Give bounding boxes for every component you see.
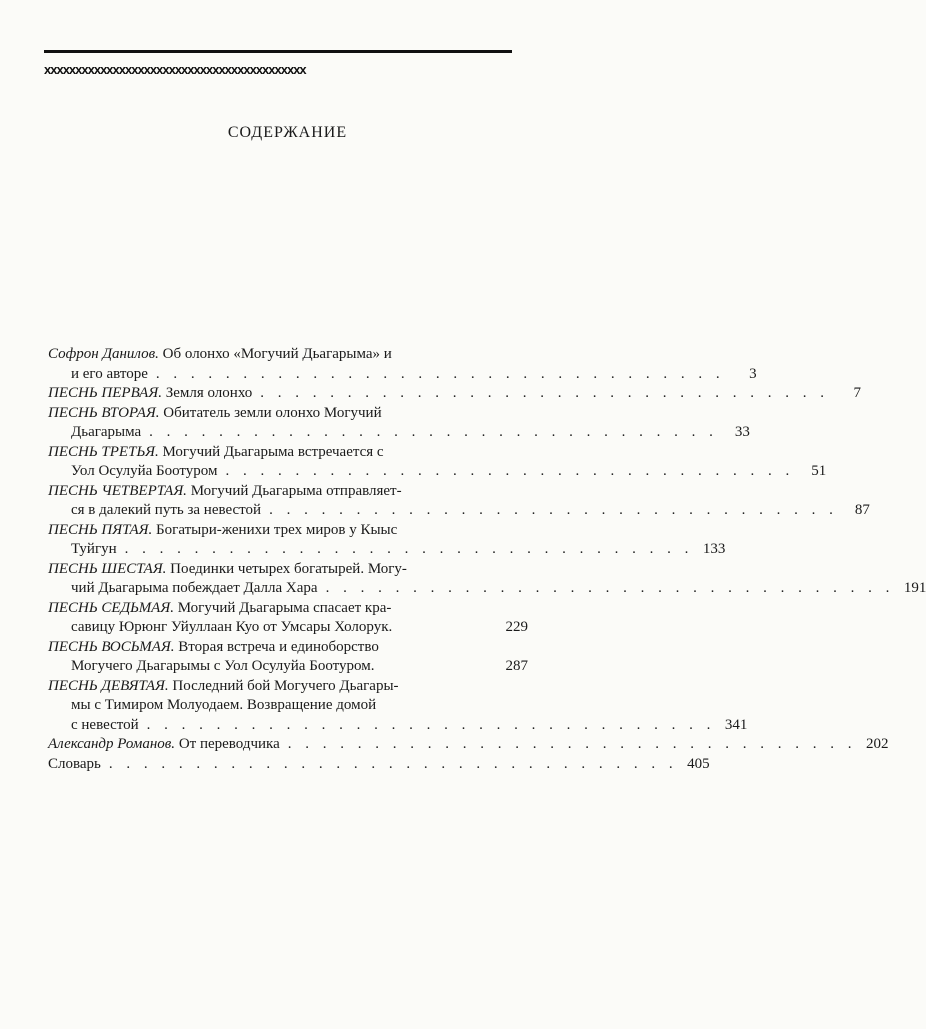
dot-leader: . . . . . . . . . . . . . . . . . . . . . . . . . . . . . . . . .	[149, 424, 718, 440]
dot-leader: . . . . . . . . . . . . . . . . . . . . . . . . . . . . . . . . .	[108, 755, 678, 772]
toc-entry-title: Дьагарыма	[71, 424, 142, 440]
toc-entry	[48, 521, 726, 560]
dot-leader: . . . . . . . . . . . . . . . . . . . . . . . . . . . . . . . . .	[269, 502, 838, 518]
toc-entry-title: Словарь	[48, 755, 101, 772]
toc-line	[48, 501, 870, 521]
dot-leader: . . . . . . . . . . . . . . . . . . . . . . . . . . . . . . . . .	[146, 716, 716, 733]
toc-entry	[48, 638, 528, 677]
toc-entry	[48, 404, 750, 443]
dot-leader: . . . . . . . . . . . . . . . . . . . . . . . . . . . . . . . . .	[124, 541, 694, 557]
toc-entry-title: Могучий Дьагарыма отправляет-	[186, 482, 402, 499]
page-number[interactable]: 51	[811, 463, 827, 479]
toc-entry-text	[71, 540, 117, 560]
toc-entry-heading: ПЕСНЬ ЧЕТВЕРТАЯ.	[48, 482, 187, 499]
toc-line	[48, 638, 528, 658]
toc-entry-title: Вторая встреча и единоборство	[174, 638, 379, 655]
toc-entry-text	[48, 638, 379, 658]
page-number[interactable]: 133	[702, 541, 726, 557]
toc-line	[48, 540, 726, 560]
toc-entry	[48, 384, 861, 404]
toc-line	[48, 657, 528, 677]
toc-entry	[48, 755, 710, 775]
toc-entry-text	[71, 462, 218, 482]
toc-line	[48, 696, 528, 716]
toc-line	[48, 462, 827, 482]
toc-entry-title: Богатыри-женихи трех миров у Кыыс	[152, 521, 398, 538]
toc-entry-heading: ПЕСНЬ ШЕСТАЯ.	[48, 560, 167, 577]
toc-entry	[48, 560, 926, 599]
page-number[interactable]: 191	[903, 580, 926, 596]
toc-line	[48, 618, 528, 638]
dot-leader: . . . . . . . . . . . . . . . . . . . . . . . . . . . . . . . . .	[287, 736, 857, 752]
toc-entry-heading: ПЕСНЬ ВТОРАЯ.	[48, 404, 160, 421]
ornament-border: xxxxxxxxxxxxxxxxxxxxxxxxxxxxxxxxxxxxxxxxxx	[44, 62, 306, 77]
toc-entry-title: Об олонхо «Могучий Дьагарыма» и	[158, 346, 392, 362]
toc-line	[48, 755, 710, 775]
toc-entry-text	[48, 599, 391, 619]
toc-entry-title: Туйгун	[71, 541, 117, 557]
top-rule	[44, 50, 512, 53]
toc-entry-title: с невестой	[71, 716, 139, 733]
toc-entry-text	[71, 579, 318, 599]
toc-entry	[48, 599, 528, 638]
toc-entry-text	[48, 384, 252, 404]
table-of-contents	[48, 345, 926, 774]
toc-entry-title: Поединки четырех богатырей. Могу-	[166, 560, 407, 577]
toc-line	[48, 521, 528, 541]
toc-entry	[48, 482, 870, 521]
toc-line	[48, 423, 750, 443]
toc-entry-text	[71, 365, 148, 385]
toc-entry-title: Земля олонхо	[161, 385, 253, 401]
toc-entry-heading: ПЕСНЬ ПЯТАЯ.	[48, 521, 153, 538]
toc-entry	[48, 677, 748, 736]
toc-entry	[48, 443, 827, 482]
toc-entry-text	[48, 735, 280, 755]
toc-entry-title: Обитатель земли олонхо Могучий	[159, 404, 382, 421]
toc-entry-heading: ПЕСНЬ ТРЕТЬЯ.	[48, 443, 159, 460]
dot-leader: . . . . . . . . . . . . . . . . . . . . . . . . . . . . . . . . .	[155, 365, 725, 382]
page-number[interactable]: 287	[505, 658, 528, 674]
page-number[interactable]: 87	[854, 502, 870, 518]
toc-entry-text	[71, 657, 374, 677]
toc-entry-title: и его авторе	[71, 365, 148, 382]
dot-leader: . . . . . . . . . . . . . . . . . . . . . . . . . . . . . . . . .	[325, 580, 895, 596]
dot-leader: . . . . . . . . . . . . . . . . . . . . . . . . . . . . . . . . .	[260, 385, 829, 401]
toc-entry	[48, 345, 757, 384]
toc-line	[48, 677, 528, 697]
toc-entry-heading: ПЕСНЬ СЕДЬМАЯ.	[48, 599, 174, 616]
page-number[interactable]: 3	[749, 365, 757, 382]
toc-entry-heading: ПЕСНЬ ДЕВЯТАЯ.	[48, 677, 169, 694]
toc-line	[48, 384, 861, 404]
toc-entry-title: чий Дьагарыма побеждает Далла Хара	[71, 580, 318, 596]
toc-entry-title: ся в далекий путь за невестой	[71, 502, 262, 518]
toc-line	[48, 579, 926, 599]
toc-entry-text	[48, 482, 402, 502]
toc-entry-text	[48, 521, 397, 541]
page-number[interactable]: 229	[505, 619, 528, 635]
toc-entry	[48, 735, 889, 755]
toc-entry-text	[48, 755, 101, 775]
toc-entry-title: мы с Тимиром Молуодаем. Возвращение домой	[71, 697, 377, 713]
toc-entry-heading: ПЕСНЬ ПЕРВАЯ.	[48, 385, 162, 401]
toc-entry-text	[71, 696, 376, 716]
toc-entry-title: Уол Осулуйа Боотуром	[71, 463, 218, 479]
page-number[interactable]: 33	[734, 424, 750, 440]
toc-line	[48, 365, 757, 385]
toc-entry-heading: Софрон Данилов.	[48, 346, 159, 362]
toc-entry-text	[71, 716, 139, 736]
toc-entry-heading: Александр Романов.	[48, 736, 176, 752]
page-number[interactable]: 7	[853, 385, 861, 401]
toc-entry-text	[48, 404, 382, 424]
toc-line	[48, 560, 528, 580]
toc-entry-title: савицу Юрюнг Уйуллаан Куо от Умсары Холорук.	[71, 619, 393, 635]
toc-line	[48, 345, 528, 365]
dot-leader: . . . . . . . . . . . . . . . . . . . . . . . . . . . . . . . . .	[225, 463, 795, 479]
page-number[interactable]: 341	[724, 716, 748, 733]
toc-entry-title: Могучего Дьагарымы с Уол Осулуйа Боотуром.	[71, 658, 375, 674]
toc-entry-title: Последний бой Могучего Дьагары-	[168, 677, 399, 694]
toc-line	[48, 482, 528, 502]
toc-entry-title: Могучий Дьагарыма встречается с	[158, 443, 384, 460]
toc-entry-text	[48, 443, 384, 463]
toc-line	[48, 716, 748, 736]
toc-entry-text	[71, 423, 141, 443]
toc-line	[48, 404, 528, 424]
page-number[interactable]: 405	[687, 755, 710, 772]
toc-entry-text	[48, 560, 407, 580]
toc-entry-title: Могучий Дьагарыма спасает кра-	[173, 599, 392, 616]
toc-entry-title: От переводчика	[175, 736, 280, 752]
page-number[interactable]: 202	[866, 736, 889, 752]
toc-entry-heading: ПЕСНЬ ВОСЬМАЯ.	[48, 638, 175, 655]
toc-entry-text	[71, 618, 392, 638]
toc-entry-text	[48, 345, 392, 365]
toc-line	[48, 735, 889, 755]
toc-line	[48, 443, 528, 463]
toc-line	[48, 599, 528, 619]
toc-entry-text	[48, 677, 399, 697]
toc-entry-text	[71, 501, 261, 521]
page-title: СОДЕРЖАНИЕ	[227, 124, 348, 141]
